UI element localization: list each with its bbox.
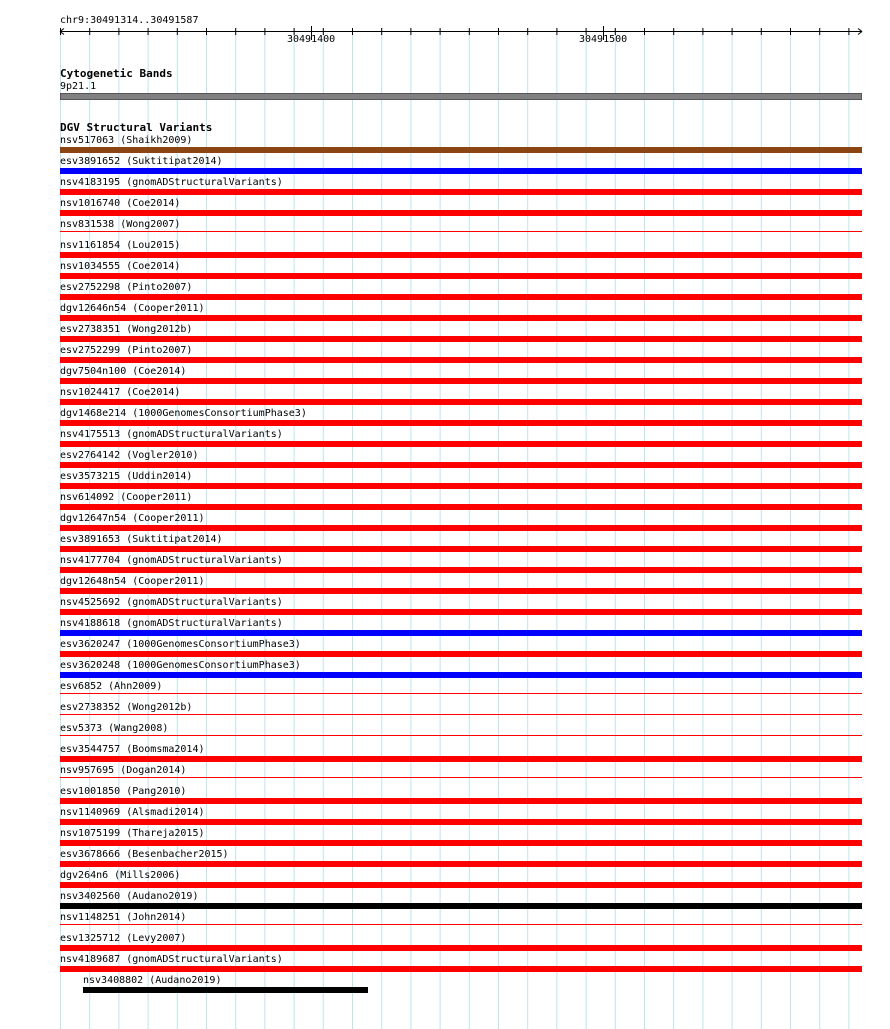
feature-bar[interactable] — [60, 273, 862, 279]
feature-bar[interactable] — [60, 231, 862, 232]
feature-bar[interactable] — [60, 693, 862, 694]
feature-label: dgv1468e214 (1000GenomesConsortiumPhase3) — [60, 408, 307, 419]
feature-label: esv2752299 (Pinto2007) — [60, 345, 193, 356]
feature-bar[interactable] — [60, 189, 862, 195]
feature-label: esv3620248 (1000GenomesConsortiumPhase3) — [60, 660, 301, 671]
feature-label: esv2738352 (Wong2012b) — [60, 702, 193, 713]
feature-label: esv6852 (Ahn2009) — [60, 681, 163, 692]
feature-label: dgv12648n54 (Cooper2011) — [60, 576, 205, 587]
feature-label: nsv517063 (Shaikh2009) — [60, 135, 193, 146]
feature-bar[interactable] — [60, 630, 862, 636]
feature-label: esv5373 (Wang2008) — [60, 723, 169, 734]
feature-label: esv3544757 (Boomsma2014) — [60, 744, 205, 755]
feature-bar[interactable] — [60, 840, 862, 846]
feature-label: nsv831538 (Wong2007) — [60, 219, 181, 230]
feature-bar[interactable] — [60, 714, 862, 715]
cytoband-bar[interactable] — [60, 93, 862, 100]
feature-label: nsv4177704 (gnomADStructuralVariants) — [60, 555, 283, 566]
feature-label: esv2752298 (Pinto2007) — [60, 282, 193, 293]
feature-label: esv1001850 (Pang2010) — [60, 786, 187, 797]
feature-bar[interactable] — [60, 798, 862, 804]
feature-label: dgv12646n54 (Cooper2011) — [60, 303, 205, 314]
feature-label: esv3573215 (Uddin2014) — [60, 471, 193, 482]
feature-bar[interactable] — [60, 945, 862, 951]
feature-bar[interactable] — [60, 357, 862, 363]
feature-bar[interactable] — [83, 987, 368, 993]
feature-bar[interactable] — [60, 378, 862, 384]
feature-bar[interactable] — [60, 588, 862, 594]
feature-bar[interactable] — [60, 420, 862, 426]
feature-label: esv3891652 (Suktitipat2014) — [60, 156, 223, 167]
feature-bar[interactable] — [60, 210, 862, 216]
dgv-track-title: DGV Structural Variants — [60, 121, 213, 134]
ruler-axis[interactable] — [0, 0, 890, 60]
feature-bar[interactable] — [60, 882, 862, 888]
feature-bar[interactable] — [60, 777, 862, 778]
feature-label: nsv3408802 (Audano2019) — [83, 975, 222, 986]
feature-bar[interactable] — [60, 504, 862, 510]
feature-bar[interactable] — [60, 861, 862, 867]
feature-bar[interactable] — [60, 756, 862, 762]
feature-bar[interactable] — [60, 399, 862, 405]
feature-label: esv3678666 (Besenbacher2015) — [60, 849, 229, 860]
feature-label: nsv4175513 (gnomADStructuralVariants) — [60, 429, 283, 440]
feature-label: esv3891653 (Suktitipat2014) — [60, 534, 223, 545]
ruler-tick-label: 30491400 — [287, 34, 336, 45]
feature-bar[interactable] — [60, 819, 862, 825]
feature-bar[interactable] — [60, 966, 862, 972]
feature-bar[interactable] — [60, 147, 862, 153]
feature-label: nsv4188618 (gnomADStructuralVariants) — [60, 618, 283, 629]
feature-bar[interactable] — [60, 924, 862, 925]
feature-bar[interactable] — [60, 462, 862, 468]
feature-bar[interactable] — [60, 735, 862, 736]
feature-label: esv2764142 (Vogler2010) — [60, 450, 199, 461]
cytoband-label: 9p21.1 — [60, 81, 97, 92]
feature-bar[interactable] — [60, 483, 862, 489]
feature-bar[interactable] — [60, 672, 862, 678]
feature-label: nsv1161854 (Lou2015) — [60, 240, 181, 251]
feature-bar[interactable] — [60, 315, 862, 321]
ruler-position-label: chr9:30491314..30491587 — [60, 15, 199, 26]
feature-label: nsv614092 (Cooper2011) — [60, 492, 193, 503]
feature-label: nsv4183195 (gnomADStructuralVariants) — [60, 177, 283, 188]
feature-label: nsv1024417 (Coe2014) — [60, 387, 181, 398]
feature-bar[interactable] — [60, 294, 862, 300]
feature-bar[interactable] — [60, 609, 862, 615]
feature-label: nsv4189687 (gnomADStructuralVariants) — [60, 954, 283, 965]
feature-bar[interactable] — [60, 903, 862, 909]
feature-bar[interactable] — [60, 252, 862, 258]
feature-bar[interactable] — [60, 441, 862, 447]
feature-label: esv3620247 (1000GenomesConsortiumPhase3) — [60, 639, 301, 650]
feature-label: esv2738351 (Wong2012b) — [60, 324, 193, 335]
feature-label: dgv7504n100 (Coe2014) — [60, 366, 187, 377]
feature-label: nsv957695 (Dogan2014) — [60, 765, 187, 776]
ruler-tick-label: 30491500 — [579, 34, 628, 45]
feature-label: nsv4525692 (gnomADStructuralVariants) — [60, 597, 283, 608]
feature-label: nsv1075199 (Thareja2015) — [60, 828, 205, 839]
feature-bar[interactable] — [60, 567, 862, 573]
feature-label: nsv1140969 (Alsmadi2014) — [60, 807, 205, 818]
feature-label: nsv1148251 (John2014) — [60, 912, 187, 923]
feature-bar[interactable] — [60, 525, 862, 531]
feature-label: dgv12647n54 (Cooper2011) — [60, 513, 205, 524]
cytoband-track-title: Cytogenetic Bands — [60, 67, 173, 80]
feature-label: nsv1016740 (Coe2014) — [60, 198, 181, 209]
feature-bar[interactable] — [60, 168, 862, 174]
feature-label: esv1325712 (Levy2007) — [60, 933, 187, 944]
feature-label: dgv264n6 (Mills2006) — [60, 870, 181, 881]
feature-bar[interactable] — [60, 336, 862, 342]
feature-label: nsv3402560 (Audano2019) — [60, 891, 199, 902]
feature-label: nsv1034555 (Coe2014) — [60, 261, 181, 272]
feature-bar[interactable] — [60, 651, 862, 657]
feature-bar[interactable] — [60, 546, 862, 552]
